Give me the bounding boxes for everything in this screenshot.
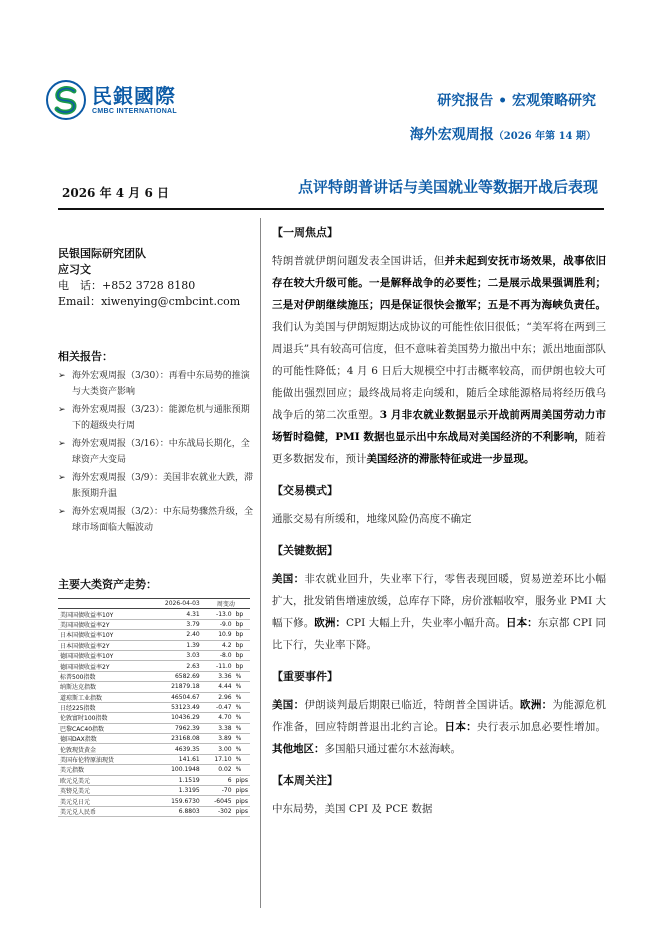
asset-change: -302	[202, 806, 234, 816]
asset-name: 美元兑人民币	[58, 806, 144, 816]
asset-unit: %	[234, 713, 250, 723]
asset-value: 6.8803	[144, 806, 202, 816]
asset-change: -6045	[202, 796, 234, 806]
data-title: 【关键数据】	[272, 544, 338, 557]
asset-name: 德国DAX指数	[58, 734, 144, 744]
asset-value: 3.03	[144, 650, 202, 660]
asset-unit: %	[234, 692, 250, 702]
asset-value: 159.6730	[144, 796, 202, 806]
asset-change: -9.0	[202, 619, 234, 629]
asset-row	[58, 786, 250, 796]
asset-row	[58, 734, 250, 744]
main-content	[272, 224, 606, 832]
asset-row	[58, 682, 250, 692]
asset-row	[58, 744, 250, 754]
brand-name-cn: 民銀國際	[92, 84, 176, 108]
data-section	[272, 542, 606, 656]
column-divider	[260, 218, 261, 908]
watch-text: 中东局势，美国 CPI 及 PCE 数据	[272, 803, 433, 815]
related-report[interactable]: ➢ 海外宏观周报（3/30）：再看中东局势的推演与大类资产影响	[58, 368, 253, 400]
related-report[interactable]: ➢ 海外宏观周报（3/16）：中东战局长期化，全球资产大变局	[58, 436, 253, 468]
asset-value: 1.3195	[144, 786, 202, 796]
asset-name: 美元指数	[58, 765, 144, 775]
asset-change: 0.02	[202, 765, 234, 775]
asset-name: 道琼斯工业指数	[58, 692, 144, 702]
team-name	[58, 246, 253, 278]
asset-change: 4.2	[202, 640, 234, 650]
trade-text: 通胀交易有所缓和，地缘风险仍高度不确定	[272, 513, 472, 525]
asset-row	[58, 723, 250, 733]
related-reports-title: 相关报告：	[58, 350, 113, 363]
asset-value: 6582.69	[144, 671, 202, 681]
asset-name: 德国国债收益率2Y	[58, 661, 144, 671]
data-paragraph: 美国：非农就业回升，失业率下行，零售表现回暖，贸易逆差环比小幅扩大，批发销售增速放缓，总库存下降，房价涨幅收窄，服务业 PMI 大幅下修。欧洲：CPI 大幅上升，失业率小幅升高。日本：东京都 CPI 同比下行，失业率下降。	[272, 573, 607, 651]
asset-value: 23168.08	[144, 734, 202, 744]
asset-value: 141.61	[144, 754, 202, 764]
assets-header-row	[58, 599, 250, 609]
report-date: 2026 年 4 月 6 日	[62, 186, 169, 200]
asset-unit: bp	[234, 640, 250, 650]
asset-row	[58, 650, 250, 660]
asset-row	[58, 713, 250, 723]
asset-row	[58, 754, 250, 764]
related-report[interactable]: ➢ 海外宏观周报（3/23）：能源危机与通胀预期下的超级央行周	[58, 402, 253, 434]
asset-unit: pips	[235, 776, 248, 784]
asset-unit: bp	[234, 619, 250, 629]
asset-row	[58, 671, 250, 681]
event-section	[272, 668, 606, 760]
asset-row	[58, 640, 250, 650]
asset-unit: %	[234, 754, 250, 764]
asset-unit: pips	[235, 787, 248, 795]
asset-value: 7962.39	[144, 723, 202, 733]
report-series	[410, 124, 596, 144]
watch-section	[272, 772, 606, 820]
asset-name: 巴黎CAC40指数	[58, 723, 144, 733]
related-reports-list	[58, 368, 253, 536]
author-name: 应习文	[58, 263, 91, 276]
asset-unit: pips	[235, 808, 248, 815]
asset-change: 10.9	[202, 630, 234, 640]
asset-name: 标普500指数	[58, 671, 144, 681]
related-report[interactable]: ➢ 海外宏观周报（3/9）：美国非农就业大跌，滞胀预期升温	[58, 470, 253, 502]
asset-change: -70	[202, 786, 234, 796]
asset-name: 伦敦现货黄金	[58, 744, 144, 754]
asset-unit: bp	[234, 661, 250, 671]
asset-unit: %	[234, 734, 250, 744]
phone-value: +852 3728 8180	[102, 279, 196, 292]
phone-label: 电 话：	[58, 279, 102, 292]
asset-change: -13.0	[202, 609, 234, 619]
event-title: 【重要事件】	[272, 670, 338, 683]
cmbc-logo-icon	[46, 80, 86, 120]
series-name: 海外宏观周报	[409, 127, 494, 143]
asset-change: 17.10	[202, 754, 234, 764]
asset-row	[58, 796, 250, 806]
email-label: Email：	[58, 295, 102, 308]
asset-name: 日本国债收益率10Y	[58, 630, 144, 640]
asset-value: 4.31	[144, 609, 202, 619]
email-value[interactable]: xiwenying@cmbcint.com	[101, 295, 241, 308]
focus-section	[272, 224, 606, 470]
asset-value: 1.1519	[144, 775, 202, 785]
asset-value: 2.40	[144, 630, 202, 640]
asset-row	[58, 609, 250, 619]
asset-name: 德国国债收益率10Y	[58, 650, 144, 660]
assets-title: 主要大类资产走势：	[58, 578, 157, 591]
asset-change: 3.38	[202, 723, 234, 733]
asset-name: 英镑兑美元	[58, 786, 144, 796]
asset-value: 53123.49	[144, 702, 202, 712]
asset-value: 3.79	[144, 619, 202, 629]
assets-table	[58, 598, 250, 817]
asset-row	[58, 619, 250, 629]
asset-unit: %	[234, 765, 250, 775]
asset-value: 4639.35	[144, 744, 202, 754]
report-category: 研究报告 • 宏观策略研究	[437, 93, 596, 109]
asset-row	[58, 775, 250, 785]
asset-change: 3.89	[202, 734, 234, 744]
asset-unit: %	[234, 744, 250, 754]
asset-change: 2.96	[202, 692, 234, 702]
arrow-bullet-icon: ➢	[58, 439, 66, 449]
asset-name: 纳斯达克指数	[58, 682, 144, 692]
assets-header-date: 2026-04-03	[144, 599, 202, 609]
arrow-bullet-icon: ➢	[58, 507, 66, 517]
asset-row	[58, 661, 250, 671]
asset-row	[58, 765, 250, 775]
arrow-bullet-icon: ➢	[58, 405, 66, 415]
asset-name: 美国国债收益率2Y	[58, 619, 144, 629]
asset-row	[58, 806, 250, 816]
asset-change: -0.47	[202, 702, 234, 712]
contact-email	[58, 294, 253, 310]
arrow-bullet-icon: ➢	[58, 473, 66, 483]
asset-row	[58, 692, 250, 702]
team-label: 民银国际研究团队	[58, 247, 146, 260]
asset-row	[58, 630, 250, 640]
asset-unit: %	[234, 671, 250, 681]
asset-change: 6	[202, 775, 234, 785]
assets-body	[58, 609, 250, 817]
asset-name: 日本国债收益率2Y	[58, 640, 144, 650]
report-title: 点评特朗普讲话与美国就业等数据开战后表现	[297, 178, 598, 196]
watch-title: 【本周关注】	[272, 774, 338, 787]
asset-change: -8.0	[202, 650, 234, 660]
trade-section	[272, 482, 606, 530]
asset-unit: %	[234, 682, 250, 692]
asset-value: 1.39	[144, 640, 202, 650]
asset-unit: %	[234, 702, 250, 712]
contact-phone	[58, 278, 253, 294]
series-issue: （2026 年第 14 期）	[493, 131, 596, 142]
header-divider	[58, 208, 604, 210]
asset-value: 2.63	[144, 661, 202, 671]
asset-change: 4.44	[202, 682, 234, 692]
asset-change: 3.36	[202, 671, 234, 681]
asset-row	[58, 702, 250, 712]
asset-unit: bp	[234, 609, 250, 619]
asset-unit: bp	[234, 630, 250, 640]
focus-paragraph: 特朗普就伊朗问题发表全国讲话，但并未起到安抚市场效果，战事依旧存在较大升级可能。一是解释战争的必要性；二是展示战果强调胜利；三是对伊朗继续施压；四是保证很快会撤军；五是不再为海峡负责任。我们认为美国与伊朗短期达成协议的可能性依旧很低；“美军将在两到三周退兵”具有较高可信度，但不意味着美国势力撤出中东；派出地面部队的可能性降低；4 月 6 日后大规模空中打击概率较高，而伊朗也较大可能做出强烈回应；最终战局将走向缓和，随后全球能源格局将经历俄乌战争后的第二次重塑。3 月非农就业数据显示开战前两周美国劳动力市场暂时稳健，PMI 数据也显示出中东战局对美国经济的不利影响，随着更多数据发布，预计美国经济的滞胀特征或进一步显现。	[272, 255, 607, 465]
assets-header-name	[58, 599, 144, 609]
asset-change: 3.00	[202, 744, 234, 754]
asset-name: 伦敦富时100指数	[58, 713, 144, 723]
asset-value: 10436.29	[144, 713, 202, 723]
asset-unit: pips	[235, 797, 248, 805]
assets-header-change: 周变动	[202, 599, 250, 609]
asset-name: 美元兑日元	[58, 796, 144, 806]
event-paragraph: 美国：伊朗谈判最后期限已临近，特朗普全国讲话。欧洲：为能源危机作准备，回应特朗普退出北约言论。日本：央行表示加息必要性增加。其他地区：多国船只通过霍尔木兹海峡。	[272, 699, 607, 755]
related-report[interactable]: ➢ 海外宏观周报（3/2）：中东局势骤然升级，全球市场面临大幅波动	[58, 504, 253, 536]
asset-unit: bp	[234, 650, 250, 660]
trade-title: 【交易模式】	[272, 484, 338, 497]
asset-unit: %	[234, 723, 250, 733]
asset-change: 4.70	[202, 713, 234, 723]
focus-title: 【一周焦点】	[272, 226, 338, 239]
asset-name: 日经225指数	[58, 702, 144, 712]
arrow-bullet-icon: ➢	[58, 371, 66, 381]
sidebar	[58, 218, 253, 817]
asset-value: 46504.67	[144, 692, 202, 702]
asset-value: 21879.18	[144, 682, 202, 692]
asset-name: 美国国债收益率10Y	[58, 609, 144, 619]
asset-name: 美国布伦特原油现货	[58, 754, 144, 764]
brand-name-en: CMBC INTERNATIONAL	[92, 108, 177, 115]
brand-logo	[46, 80, 177, 120]
asset-value: 100.1948	[144, 765, 202, 775]
asset-change: -11.0	[202, 661, 234, 671]
asset-name: 欧元兑美元	[58, 775, 144, 785]
